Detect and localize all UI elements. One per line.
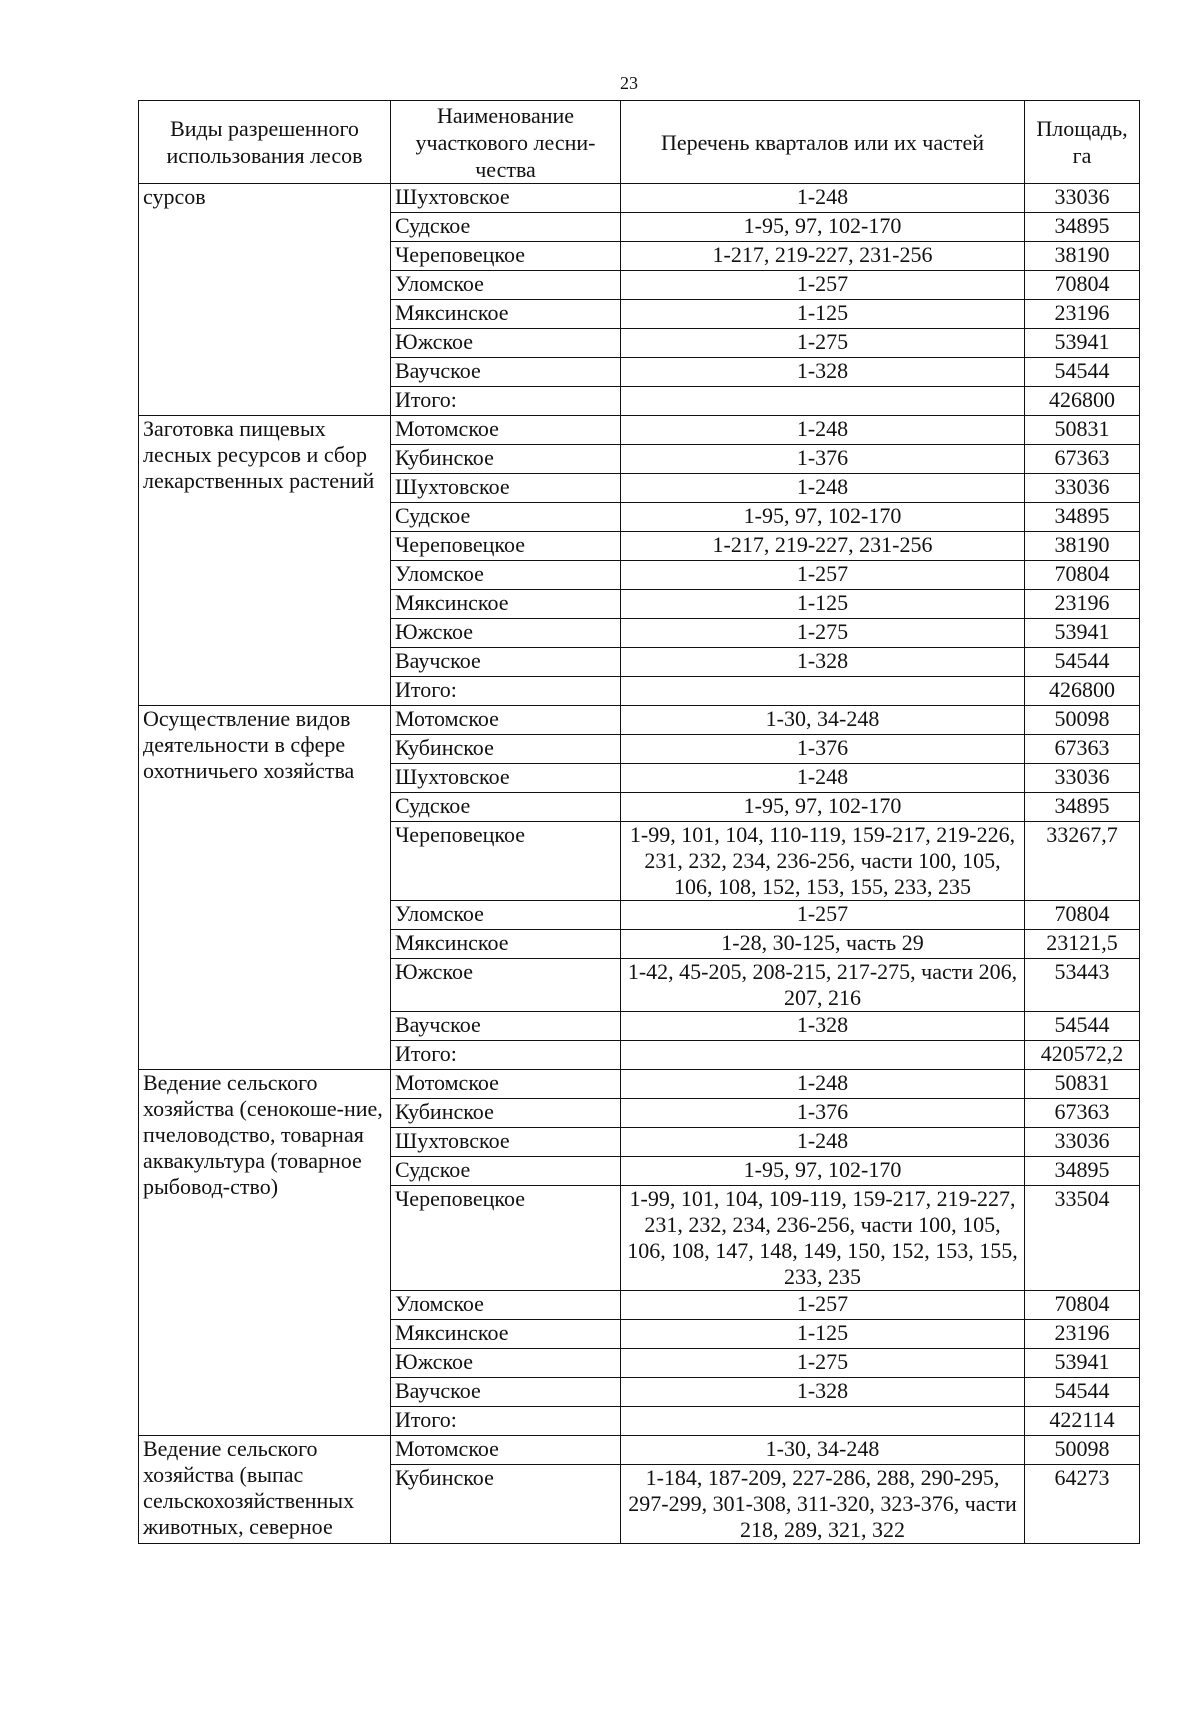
forestry-name-cell: Кубинское bbox=[391, 1465, 621, 1544]
area-cell: 54544 bbox=[1025, 358, 1140, 387]
forestry-name-cell: Южское bbox=[391, 1349, 621, 1378]
forestry-name-cell: Кубинское bbox=[391, 445, 621, 474]
forestry-name-cell: Мотомское bbox=[391, 1436, 621, 1465]
quarters-cell: 1-257 bbox=[621, 561, 1025, 590]
quarters-cell: 1-217, 219-227, 231-256 bbox=[621, 242, 1025, 271]
area-cell: 54544 bbox=[1025, 648, 1140, 677]
quarters-cell bbox=[621, 1407, 1025, 1436]
quarters-cell: 1-275 bbox=[621, 329, 1025, 358]
quarters-cell: 1-95, 97, 102-170 bbox=[621, 213, 1025, 242]
quarters-cell: 1-376 bbox=[621, 445, 1025, 474]
area-cell: 38190 bbox=[1025, 532, 1140, 561]
area-cell: 53443 bbox=[1025, 959, 1140, 1012]
forestry-name-cell: Уломское bbox=[391, 901, 621, 930]
area-cell: 426800 bbox=[1025, 387, 1140, 416]
page-number: 23 bbox=[620, 73, 638, 93]
quarters-cell: 1-248 bbox=[621, 1128, 1025, 1157]
quarters-cell: 1-248 bbox=[621, 474, 1025, 503]
header-area: Площадь, га bbox=[1025, 101, 1140, 184]
quarters-cell: 1-328 bbox=[621, 1378, 1025, 1407]
area-cell: 38190 bbox=[1025, 242, 1140, 271]
area-cell: 33036 bbox=[1025, 474, 1140, 503]
area-cell: 54544 bbox=[1025, 1012, 1140, 1041]
quarters-cell: 1-30, 34-248 bbox=[621, 706, 1025, 735]
quarters-cell: 1-248 bbox=[621, 764, 1025, 793]
quarters-cell: 1-99, 101, 104, 109-119, 159-217, 219-227, 231, 232, 234, 236-256, части 100, 105, 106, 108, 147, 148, 149, 150, 152, 153, 155, 233, 235 bbox=[621, 1186, 1025, 1291]
area-cell: 50098 bbox=[1025, 706, 1140, 735]
quarters-cell bbox=[621, 1041, 1025, 1070]
area-cell: 420572,2 bbox=[1025, 1041, 1140, 1070]
area-cell: 422114 bbox=[1025, 1407, 1140, 1436]
forestry-name-cell: Итого: bbox=[391, 677, 621, 706]
area-cell: 34895 bbox=[1025, 213, 1140, 242]
forestry-name-cell: Шухтовское bbox=[391, 764, 621, 793]
area-cell: 23196 bbox=[1025, 1320, 1140, 1349]
area-cell: 53941 bbox=[1025, 1349, 1140, 1378]
forestry-name-cell: Мотомское bbox=[391, 1070, 621, 1099]
quarters-cell: 1-376 bbox=[621, 735, 1025, 764]
forestry-name-cell: Шухтовское bbox=[391, 1128, 621, 1157]
area-cell: 34895 bbox=[1025, 503, 1140, 532]
forestry-name-cell: Ваучское bbox=[391, 358, 621, 387]
area-cell: 70804 bbox=[1025, 561, 1140, 590]
forestry-name-cell: Уломское bbox=[391, 561, 621, 590]
forestry-name-cell: Судское bbox=[391, 793, 621, 822]
quarters-cell: 1-248 bbox=[621, 416, 1025, 445]
forestry-name-cell: Ваучское bbox=[391, 1378, 621, 1407]
quarters-cell: 1-217, 219-227, 231-256 bbox=[621, 532, 1025, 561]
area-cell: 33036 bbox=[1025, 764, 1140, 793]
forestry-name-cell: Южское bbox=[391, 959, 621, 1012]
forestry-name-cell: Мотомское bbox=[391, 706, 621, 735]
quarters-cell: 1-248 bbox=[621, 184, 1025, 213]
quarters-cell: 1-125 bbox=[621, 1320, 1025, 1349]
table-row bbox=[139, 1070, 1140, 1099]
forestry-name-cell: Итого: bbox=[391, 387, 621, 416]
quarters-cell: 1-30, 34-248 bbox=[621, 1436, 1025, 1465]
area-cell: 70804 bbox=[1025, 901, 1140, 930]
forestry-name-cell: Череповецкое bbox=[391, 1186, 621, 1291]
quarters-cell: 1-125 bbox=[621, 300, 1025, 329]
header-type: Виды разрешенного использования лесов bbox=[139, 101, 391, 184]
forestry-name-cell: Череповецкое bbox=[391, 822, 621, 901]
area-cell: 33504 bbox=[1025, 1186, 1140, 1291]
quarters-cell: 1-328 bbox=[621, 358, 1025, 387]
quarters-cell: 1-42, 45-205, 208-215, 217-275, части 206, 207, 216 bbox=[621, 959, 1025, 1012]
area-cell: 70804 bbox=[1025, 271, 1140, 300]
header-name: Наименование участкового лесни-чества bbox=[391, 101, 621, 184]
quarters-cell: 1-125 bbox=[621, 590, 1025, 619]
table-row bbox=[139, 1436, 1140, 1465]
area-cell: 426800 bbox=[1025, 677, 1140, 706]
forestry-name-cell: Мяксинское bbox=[391, 930, 621, 959]
area-cell: 23196 bbox=[1025, 300, 1140, 329]
area-cell: 53941 bbox=[1025, 619, 1140, 648]
table-row bbox=[139, 706, 1140, 735]
forestry-name-cell: Шухтовское bbox=[391, 184, 621, 213]
quarters-cell: 1-275 bbox=[621, 619, 1025, 648]
forestry-name-cell: Ваучское bbox=[391, 1012, 621, 1041]
area-cell: 23121,5 bbox=[1025, 930, 1140, 959]
table-row bbox=[139, 416, 1140, 445]
forestry-name-cell: Южское bbox=[391, 329, 621, 358]
quarters-cell: 1-257 bbox=[621, 901, 1025, 930]
quarters-cell: 1-99, 101, 104, 110-119, 159-217, 219-226, 231, 232, 234, 236-256, части 100, 105, 106, 108, 152, 153, 155, 233, 235 bbox=[621, 822, 1025, 901]
area-cell: 53941 bbox=[1025, 329, 1140, 358]
forestry-name-cell: Судское bbox=[391, 503, 621, 532]
area-cell: 34895 bbox=[1025, 793, 1140, 822]
use-type-cell: Ведение сельского хозяйства (сенокоше-ние, пчеловодство, товарная аквакультура (товарное рыбовод-ство) bbox=[139, 1070, 391, 1436]
quarters-cell bbox=[621, 387, 1025, 416]
use-type-cell: Ведение сельского хозяйства (выпас сельскохозяйственных животных, северное bbox=[139, 1436, 391, 1544]
use-type-cell: сурсов bbox=[139, 184, 391, 416]
area-cell: 33036 bbox=[1025, 184, 1140, 213]
area-cell: 50831 bbox=[1025, 1070, 1140, 1099]
forestry-name-cell: Ваучское bbox=[391, 648, 621, 677]
quarters-cell: 1-184, 187-209, 227-286, 288, 290-295, 297-299, 301-308, 311-320, 323-376, части 218, 289, 321, 322 bbox=[621, 1465, 1025, 1544]
quarters-cell: 1-376 bbox=[621, 1099, 1025, 1128]
forestry-name-cell: Судское bbox=[391, 213, 621, 242]
forest-use-table bbox=[138, 100, 1140, 1544]
quarters-cell: 1-95, 97, 102-170 bbox=[621, 793, 1025, 822]
forestry-name-cell: Кубинское bbox=[391, 1099, 621, 1128]
quarters-cell: 1-257 bbox=[621, 271, 1025, 300]
forestry-name-cell: Череповецкое bbox=[391, 242, 621, 271]
forestry-name-cell: Уломское bbox=[391, 1291, 621, 1320]
area-cell: 67363 bbox=[1025, 1099, 1140, 1128]
use-type-cell: Заготовка пищевых лесных ресурсов и сбор лекарственных растений bbox=[139, 416, 391, 706]
use-type-cell: Осуществление видов деятельности в сфере охотничьего хозяйства bbox=[139, 706, 391, 1070]
table-row bbox=[139, 184, 1140, 213]
forestry-name-cell: Итого: bbox=[391, 1041, 621, 1070]
header-quarters: Перечень кварталов или их частей bbox=[621, 101, 1025, 184]
forestry-name-cell: Кубинское bbox=[391, 735, 621, 764]
area-cell: 54544 bbox=[1025, 1378, 1140, 1407]
quarters-cell: 1-328 bbox=[621, 1012, 1025, 1041]
area-cell: 50098 bbox=[1025, 1436, 1140, 1465]
forestry-name-cell: Южское bbox=[391, 619, 621, 648]
area-cell: 50831 bbox=[1025, 416, 1140, 445]
forestry-name-cell: Мяксинское bbox=[391, 590, 621, 619]
forestry-name-cell: Мяксинское bbox=[391, 300, 621, 329]
forestry-name-cell: Уломское bbox=[391, 271, 621, 300]
area-cell: 70804 bbox=[1025, 1291, 1140, 1320]
area-cell: 33036 bbox=[1025, 1128, 1140, 1157]
area-cell: 33267,7 bbox=[1025, 822, 1140, 901]
forestry-name-cell: Мяксинское bbox=[391, 1320, 621, 1349]
area-cell: 67363 bbox=[1025, 735, 1140, 764]
quarters-cell bbox=[621, 677, 1025, 706]
quarters-cell: 1-248 bbox=[621, 1070, 1025, 1099]
area-cell: 64273 bbox=[1025, 1465, 1140, 1544]
forestry-name-cell: Судское bbox=[391, 1157, 621, 1186]
area-cell: 67363 bbox=[1025, 445, 1140, 474]
quarters-cell: 1-328 bbox=[621, 648, 1025, 677]
quarters-cell: 1-28, 30-125, часть 29 bbox=[621, 930, 1025, 959]
table-body bbox=[139, 184, 1140, 1544]
forestry-name-cell: Мотомское bbox=[391, 416, 621, 445]
forestry-name-cell: Шухтовское bbox=[391, 474, 621, 503]
forestry-name-cell: Череповецкое bbox=[391, 532, 621, 561]
quarters-cell: 1-275 bbox=[621, 1349, 1025, 1378]
quarters-cell: 1-95, 97, 102-170 bbox=[621, 1157, 1025, 1186]
area-cell: 34895 bbox=[1025, 1157, 1140, 1186]
table-header-row bbox=[139, 101, 1140, 184]
quarters-cell: 1-257 bbox=[621, 1291, 1025, 1320]
area-cell: 23196 bbox=[1025, 590, 1140, 619]
forestry-name-cell: Итого: bbox=[391, 1407, 621, 1436]
quarters-cell: 1-95, 97, 102-170 bbox=[621, 503, 1025, 532]
